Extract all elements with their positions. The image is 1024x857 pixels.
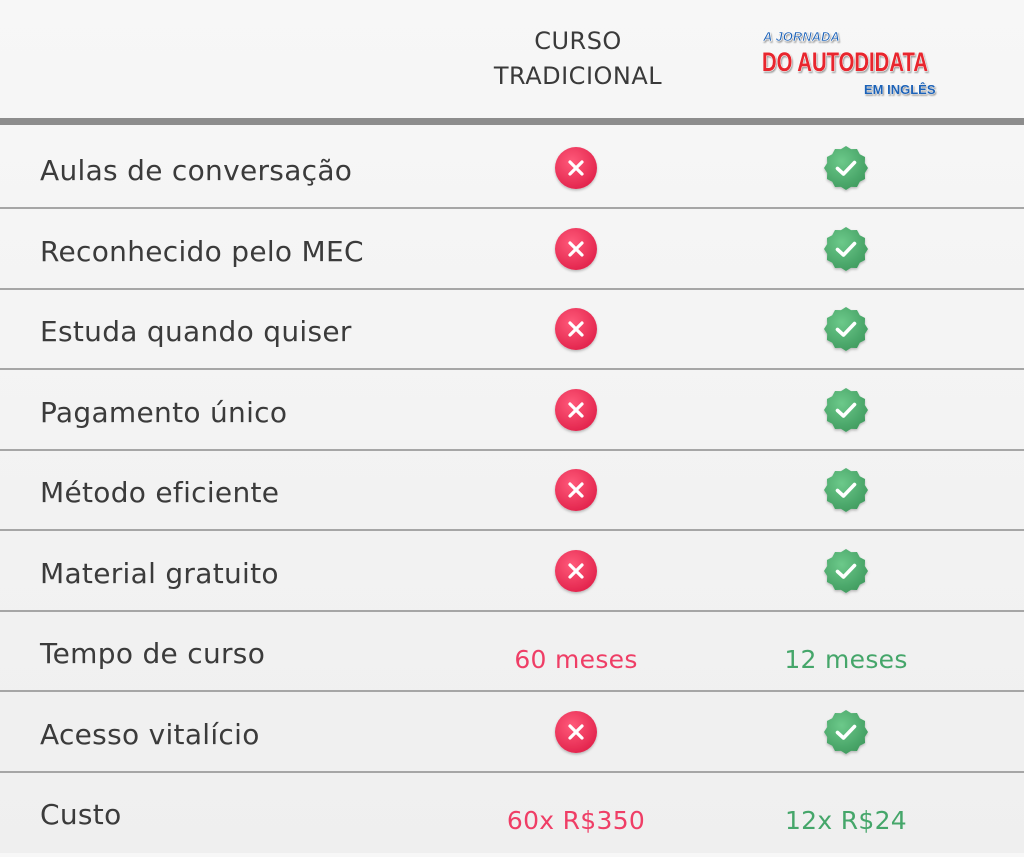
cross-icon [553,710,599,756]
autodidata-cell [736,773,956,853]
row-label: Material gratuito [40,556,279,590]
autodidata-cell [736,290,956,370]
check-badge-icon [823,227,869,273]
check-badge-icon [823,146,869,192]
cross-icon [553,227,599,273]
row-label: Estuda quando quiser [40,315,352,348]
autodidata-cell [736,129,956,209]
table-row [0,612,1024,692]
row-label: Método eficiente [40,476,280,509]
check-badge-icon [823,549,869,595]
table-row [0,451,1024,531]
traditional-course-column-title [470,24,686,94]
autodidata-cell [736,210,956,290]
traditional-course-cell-text: 60 meses [514,644,638,674]
table-row [0,371,1024,451]
table-row [0,290,1024,370]
autodidata-cell [736,451,956,531]
check-badge-icon [823,307,869,353]
row-label: Pagamento único [40,395,288,429]
row-label: Reconhecido pelo MEC [40,234,364,268]
brand-logo [756,24,936,100]
cross-icon [553,549,599,595]
traditional-course-cell [466,210,686,290]
cross-icon [553,307,599,353]
traditional-course-cell [466,773,686,853]
traditional-course-cell-text: 60x R$350 [506,805,646,835]
autodidata-cell [736,532,956,612]
table-row [0,129,1024,209]
brand-logo-line1: A JORNADA [763,29,840,44]
table-row [0,693,1024,773]
table-row [0,210,1024,290]
row-label: Tempo de curso [40,637,266,670]
traditional-course-cell [466,612,686,692]
table-row [0,773,1024,853]
autodidata-cell [736,612,956,692]
row-label: Aulas de conversação [40,154,353,187]
traditional-title-line1: CURSO [534,27,622,55]
row-label: Acesso vitalício [40,717,260,751]
traditional-course-cell [466,451,686,531]
check-badge-icon [823,710,869,756]
check-badge-icon [823,468,869,514]
traditional-course-cell [466,693,686,773]
check-badge-icon [823,388,869,434]
autodidata-cell [736,371,956,451]
brand-logo-line2: DO AUTODIDATA [762,47,928,77]
traditional-course-cell [466,371,686,451]
brand-logo-line3: EM INGLÊS [864,82,936,97]
traditional-course-cell [466,129,686,209]
traditional-course-cell [466,290,686,370]
traditional-course-cell [466,532,686,612]
table-header [0,0,1024,120]
cross-icon [553,388,599,434]
traditional-title-line2: TRADICIONAL [493,62,663,90]
header-divider [0,118,1024,125]
autodidata-cell-text: 12 meses [784,644,908,674]
cross-icon [553,146,599,192]
cross-icon [553,468,599,514]
autodidata-cell [736,693,956,773]
autodidata-cell-text: 12x R$24 [784,805,908,835]
table-row [0,532,1024,612]
row-label: Custo [40,798,122,831]
